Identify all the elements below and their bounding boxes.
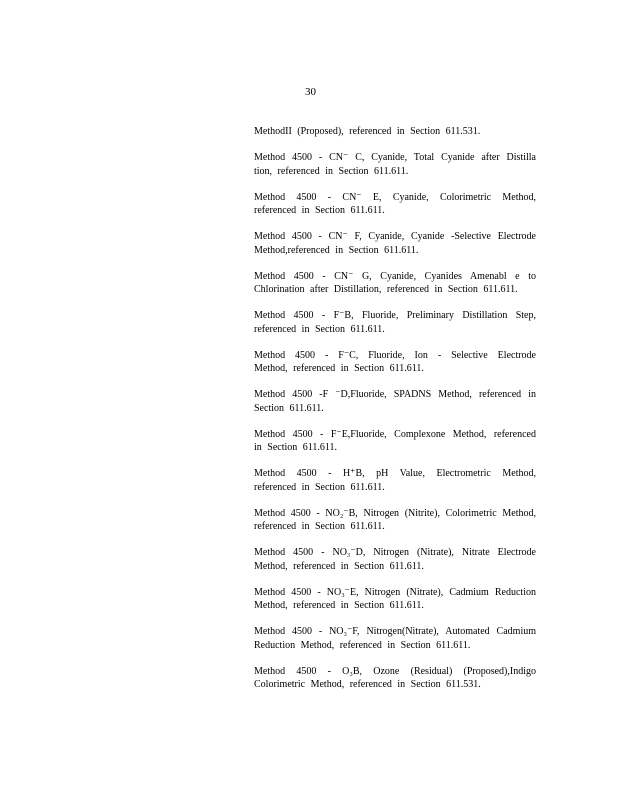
method-entry: Method 4500 - CN⁻ F, Cyanide, Cyanide -Selective Electrode Method,referenced in Section 611.611. bbox=[254, 231, 536, 256]
method-entry: Method 4500 - F⁻E,Fluoride, Complexone Method, referenced in Section 611.611. bbox=[254, 428, 536, 453]
method-entry: Method 4500 - CN⁻ E, Cyanide, Colorimetric Method, referenced in Section 611.611. bbox=[254, 191, 536, 216]
method-entry: Method 4500 - NO₃⁻F, Nitrogen(Nitrate), Automated Cadmium Reduction Method, referenced in Section 611.611. bbox=[254, 626, 536, 651]
method-entry: MethodII (Proposed), referenced in Section 611.531. bbox=[254, 126, 481, 137]
method-entry: Method 4500 - NO₂⁻B, Nitrogen (Nitrite), Colorimetric Method, referenced in Section 611.611. bbox=[254, 507, 536, 532]
method-entry: Method 4500 - NO₃⁻E, Nitrogen (Nitrate), Cadmium Reduction Method, referenced in Section 611.611. bbox=[254, 586, 536, 611]
method-entry: Method 4500 - NO₃⁻D, Nitrogen (Nitrate), Nitrate Electrode Method, referenced in Section 611.611. bbox=[254, 547, 536, 572]
method-entry: Method 4500 - F⁻C, Fluoride, Ion - Selective Electrode Method, referenced in Section 611.611. bbox=[254, 349, 536, 374]
method-entry: Method 4500 - CN⁻ G, Cyanide, Cyanides Amenabl e to Chlorination after Distillation, referenced in Section 611.611. bbox=[254, 270, 536, 295]
method-entry: Method 4500 - H⁺B, pH Value, Electrometric Method, referenced in Section 611.611. bbox=[254, 468, 536, 493]
page-number: 30 bbox=[305, 86, 316, 98]
method-entry: Method 4500 - O₃B, Ozone (Residual) (Proposed),Indigo Colorimetric Method, referenced in Section 611.531. bbox=[254, 665, 536, 690]
method-list bbox=[254, 125, 536, 704]
method-entry: Method 4500 - CN⁻ C, Cyanide, Total Cyanide after Distilla tion, referenced in Section 611.611. bbox=[254, 152, 536, 177]
method-entry: Method 4500 - F⁻B, Fluoride, Preliminary Distillation Step, referenced in Section 611.611. bbox=[254, 310, 536, 335]
method-entry: Method 4500 -F ⁻D,Fluoride, SPADNS Method, referenced in Section 611.611. bbox=[254, 389, 536, 414]
